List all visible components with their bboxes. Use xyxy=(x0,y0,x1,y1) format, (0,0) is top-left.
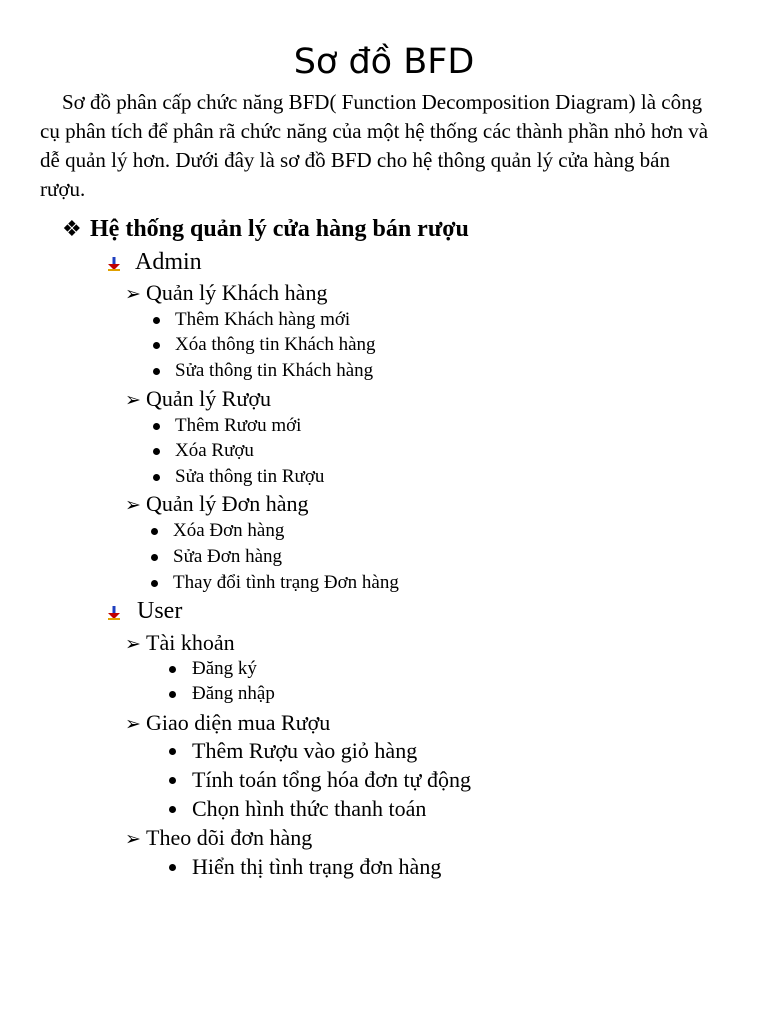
list-item-label: Thay đổi tình trạng Đơn hàng xyxy=(173,572,399,593)
chevron-bullet-icon: ➢ xyxy=(125,495,141,516)
list-item-label: Sửa Đơn hàng xyxy=(173,546,282,567)
bullet-dot-icon xyxy=(151,554,158,561)
group-quan-ly-ruou xyxy=(125,386,271,414)
chevron-bullet-icon: ➢ xyxy=(125,390,141,411)
list-item-label: Thêm Khách hàng mới xyxy=(175,309,351,330)
page-title: Sơ đồ BFD xyxy=(293,42,475,82)
bullet-dot-icon xyxy=(153,423,160,430)
group-label: Giao diện mua Rượu xyxy=(146,710,331,735)
group-quan-ly-khach-hang xyxy=(125,280,327,308)
bullet-dot-icon xyxy=(153,448,160,455)
group-theo-doi-don-hang xyxy=(125,825,312,853)
bullet-dot-icon xyxy=(153,317,160,324)
bullet-dot-icon xyxy=(169,806,176,813)
role-label: User xyxy=(137,598,183,624)
group-label: Quản lý Rượu xyxy=(146,386,271,411)
list-item-label: Sửa thông tin Khách hàng xyxy=(175,360,374,381)
list-item-label: Thêm Rượu vào giỏ hàng xyxy=(192,738,418,763)
list-item-label: Thêm Rươu mới xyxy=(175,415,302,436)
section-heading xyxy=(62,213,469,245)
down-arrow-bullet-icon xyxy=(108,257,120,271)
down-arrow-bullet-icon xyxy=(108,606,120,620)
list-item-label: Xóa Đơn hàng xyxy=(173,520,285,541)
group-label: Tài khoản xyxy=(146,630,235,655)
group-label: Theo dõi đơn hàng xyxy=(146,825,313,850)
chevron-bullet-icon: ➢ xyxy=(125,714,141,735)
bullet-dot-icon xyxy=(151,580,158,587)
bullet-dot-icon xyxy=(153,474,160,481)
list-item-label: Chọn hình thức thanh toán xyxy=(192,796,427,821)
list-item-label: Đăng nhập xyxy=(192,683,275,704)
bullet-dot-icon xyxy=(169,777,176,784)
intro-paragraph: Sơ đồ phân cấp chức năng BFD( Function Decomposition Diagram) là công cụ phân tích để phân rã chức năng của một hệ thống các thành phần nhỏ hơn và dễ quản lý hơn. Dưới đây là sơ đồ BFD cho hệ thông quản lý cửa hàng bán rượu. xyxy=(40,90,709,201)
list-item-label: Tính toán tổng hóa đơn tự động xyxy=(192,767,471,792)
section-heading-text: Hệ thống quản lý cửa hàng bán rượu xyxy=(90,216,469,242)
list-item-label: Sửa thông tin Rượu xyxy=(175,466,325,487)
list-item-label: Hiển thị tình trạng đơn hàng xyxy=(192,854,442,879)
group-quan-ly-don-hang xyxy=(125,491,309,519)
chevron-bullet-icon: ➢ xyxy=(125,829,141,850)
bullet-dot-icon xyxy=(169,864,176,871)
group-tai-khoan xyxy=(125,630,235,658)
group-label: Quản lý Khách hàng xyxy=(146,280,328,305)
list-item-label: Xóa thông tin Khách hàng xyxy=(175,334,376,355)
chevron-bullet-icon: ➢ xyxy=(125,634,141,655)
group-label: Quản lý Đơn hàng xyxy=(146,491,309,516)
bullet-dot-icon xyxy=(169,748,176,755)
bullet-dot-icon xyxy=(153,342,160,349)
list-item-label: Đăng ký xyxy=(192,658,257,679)
group-giao-dien-mua-ruou xyxy=(125,710,330,738)
list-item-label: Xóa Rượu xyxy=(175,440,254,461)
bullet-dot-icon xyxy=(151,528,158,535)
diamond-bullet-icon: ❖ xyxy=(62,216,82,241)
bullet-dot-icon xyxy=(153,368,160,375)
chevron-bullet-icon: ➢ xyxy=(125,284,141,305)
bullet-dot-icon xyxy=(169,666,176,673)
role-label: Admin xyxy=(135,249,202,275)
bullet-dot-icon xyxy=(169,691,176,698)
